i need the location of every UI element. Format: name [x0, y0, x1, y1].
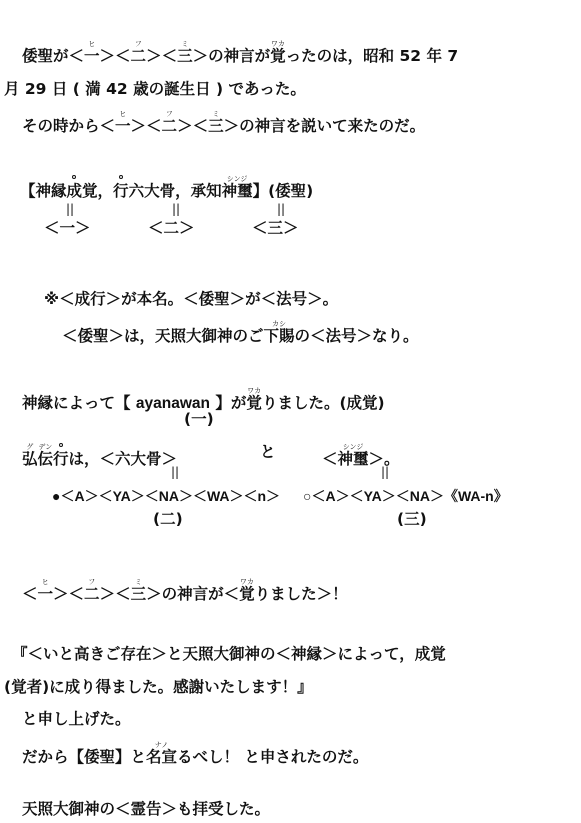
syllable-sequence: ●＜A＞＜YA＞＜NA＞＜WA＞＜n＞ — [52, 488, 281, 504]
ruby-word: 覚ワカ — [246, 387, 262, 412]
text-line: ＜一ヒ＞＜二フ＞＜三ミ＞の神言が＜覚ワカりました＞！ — [22, 578, 348, 603]
heading-line: 【神縁成覚，行六大骨，承知神璽シンジ】(倭聖) — [20, 175, 314, 200]
text-line: 天照大御神の＜霊告＞も拝受した。 — [22, 800, 271, 818]
mapping-item: ＜三＞ — [252, 219, 299, 237]
note-line: ＜倭聖＞は，天照大御神のご下賜カシの＜法号＞なり。 — [62, 320, 419, 345]
equal-mark: || — [171, 465, 180, 479]
ruby-word: 三ミ — [177, 40, 193, 65]
ruby-word: 伝デン — [37, 443, 54, 468]
text-line: (覚者)に成り得ました。感謝いたします！』 — [4, 678, 313, 696]
emphasis-dot-char: 成 — [66, 182, 83, 200]
ruby-word: 覚ワカ — [239, 578, 255, 603]
sub-label: (三) — [397, 510, 427, 528]
sub-label: (二) — [153, 510, 183, 528]
text-line: 神縁によって【 ayanawan 】が覚ワカりました。(成覚) — [22, 387, 385, 412]
text-line: 『＜いと高きご存在＞と天照大御神の＜神縁＞によって，成覚 — [12, 645, 446, 663]
ruby-word: 一ヒ — [84, 40, 100, 65]
ruby-word: 二フ — [130, 40, 147, 65]
text-line: ＜神璽シンジ＞。 — [322, 443, 400, 468]
text-line: 月 29 日 ( 満 42 歳の誕生日 ) であった。 — [4, 80, 306, 98]
text-line: その時から＜一ヒ＞＜二フ＞＜三ミ＞の神言を説いて来たのだ。 — [22, 110, 426, 135]
note-line: ※＜成行＞が本名。＜倭聖＞が＜法号＞。 — [44, 290, 339, 308]
ruby-word: 一ヒ — [37, 578, 54, 603]
sub-label: (一) — [184, 410, 214, 428]
ruby-word: 弘グ — [22, 443, 38, 468]
ruby-word: 神璽シンジ — [337, 443, 369, 468]
ruby-word: 一ヒ — [115, 110, 131, 135]
ruby-word: 神璽シンジ — [221, 175, 253, 200]
emphasis-dot-char: 行 — [113, 182, 129, 200]
ruby-word: 二フ — [161, 110, 178, 135]
ruby-word: 三ミ — [130, 578, 147, 603]
equal-mark: || — [172, 202, 181, 216]
mapping-item: ＜一＞ — [44, 219, 91, 237]
ruby-word: 三ミ — [208, 110, 224, 135]
equal-mark: || — [277, 202, 286, 216]
ruby-word: 覚ワカ — [270, 40, 286, 65]
text-line: 弘グ伝デン行は，＜六大骨＞ — [22, 443, 178, 468]
text-word: と — [260, 443, 276, 461]
ruby-word: 名宣ナノ — [146, 741, 178, 766]
equal-mark: || — [381, 465, 390, 479]
text-line: だから【倭聖】と名宣ナノるべし！ と申されたのだ。 — [22, 741, 369, 766]
text-line: 倭聖が＜一ヒ＞＜二フ＞＜三ミ＞の神言が覚ワカったのは，昭和 52 年 7 — [22, 40, 459, 65]
emphasis-dot-char: 行 — [53, 450, 69, 468]
ruby-word: 下賜カシ — [263, 320, 295, 345]
mapping-item: ＜二＞ — [148, 219, 195, 237]
text-line: と申し上げた。 — [22, 710, 131, 728]
ruby-word: 二フ — [84, 578, 100, 603]
equal-mark: || — [66, 202, 75, 216]
syllable-sequence: ○＜A＞＜YA＞＜NA＞《WA-n》 — [303, 488, 508, 504]
